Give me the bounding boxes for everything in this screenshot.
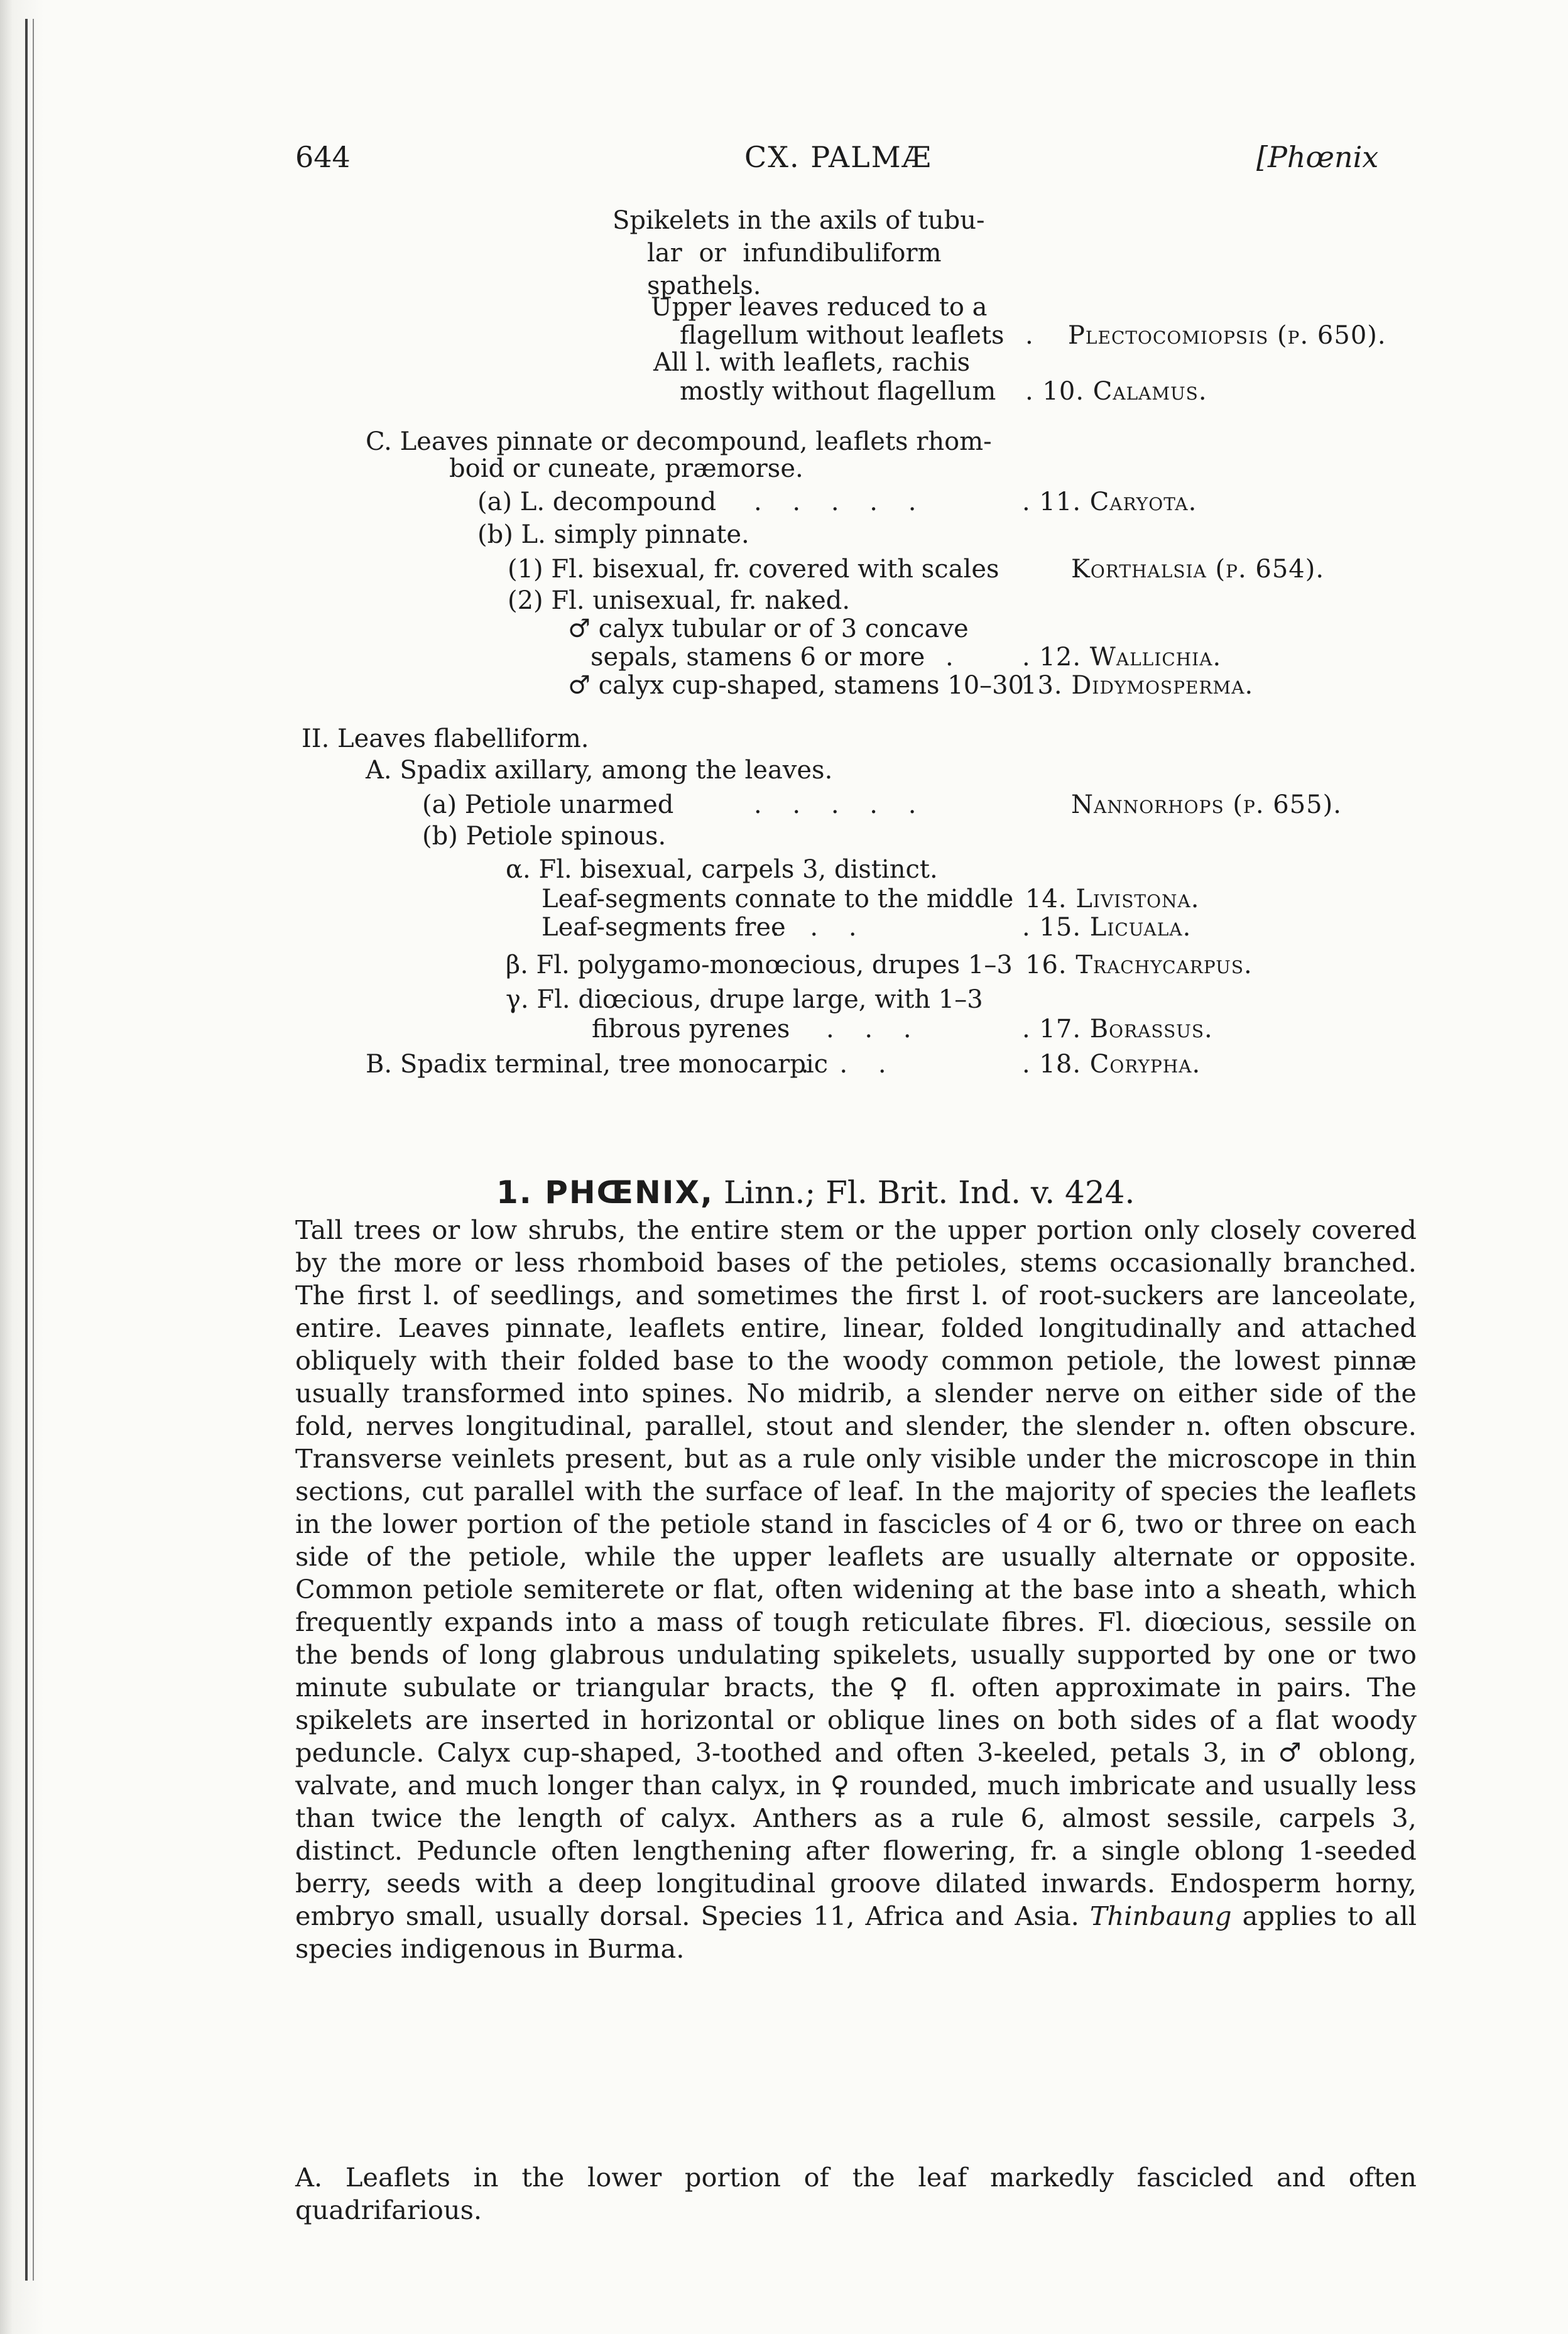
- key-genus: . 11. Caryota.: [1022, 488, 1197, 516]
- genus-heading: [496, 1172, 1135, 1213]
- key-genus: . 18. Corypha.: [1022, 1050, 1201, 1079]
- leader-dots: . . .: [801, 1050, 898, 1079]
- key-line: Upper leaves reduced to a: [651, 293, 988, 322]
- key-line: A. Spadix axillary, among the leaves.: [366, 756, 833, 785]
- key-line: sepals, stamens 6 or more: [591, 643, 925, 672]
- leader-dots: . . .: [826, 1015, 923, 1044]
- key-line: C. Leaves pinnate or decompound, leaflets rhom-: [366, 427, 992, 456]
- key-genus: 13. Didymosperma.: [1021, 671, 1254, 700]
- genus-description: [295, 1214, 1417, 1965]
- key-genus: 16. Trachycarpus.: [1025, 951, 1253, 979]
- page-number: 644: [295, 140, 351, 174]
- key-genus: . 15. Licuala.: [1022, 913, 1192, 942]
- key-line: Leaf-segments connate to the middle: [542, 885, 1014, 913]
- key-line: II. Leaves flabelliform.: [302, 724, 589, 753]
- key-line: (1) Fl. bisexual, fr. covered with scales: [508, 555, 999, 584]
- key-line: fibrous pyrenes: [592, 1015, 790, 1044]
- key-line: spathels.: [647, 271, 761, 300]
- vernacular-name: Thinbaung: [1089, 1900, 1232, 1931]
- key-line: β. Fl. polygamo-monœcious, drupes 1–3: [506, 951, 1013, 979]
- key-line: flagellum without leaflets: [680, 321, 1004, 350]
- key-line: ♂ calyx cup-shaped, stamens 10–30: [568, 671, 1025, 700]
- leader-dots: . . . . .: [754, 790, 928, 819]
- key-line: All l. with leaflets, rachis: [653, 348, 971, 377]
- key-genus: . 12. Wallichia.: [1022, 643, 1222, 672]
- key-genus: . 10. Calamus.: [1025, 377, 1207, 406]
- key-line: boid or cuneate, præmorse.: [449, 454, 803, 483]
- key-line: γ. Fl. diœcious, drupe large, with 1–3: [506, 985, 983, 1014]
- key-line: mostly without flagellum: [680, 377, 996, 406]
- key-line: lar or infundibuliform: [647, 239, 942, 268]
- genus-name: 1. PHŒNIX,: [496, 1174, 714, 1211]
- key-line: (a) L. decompound: [477, 488, 717, 516]
- description-text: Tall trees or low shrubs, the entire stem or the upper portion only closely covered by the more or less rhomboid bases of the petioles, stems occasionally branched. The first l. of seedlings, and sometimes the first l. of root-suckers are lanceolate, entire. Leaves pinnate, leaflets entire, linear, folded longitudinally and attached obliquely with their folded base to the woody common petiole, the lowest pinnæ usually transformed into spines. No midrib, a slender nerve on either side of the fold, nerves longitudinal, parallel, stout and slender, the slender n. often obscure. Transverse veinlets present, but as a rule only visible under the microscope in thin sections, cut parallel with the surface of leaf. In the majority of species the leaflets in the lower portion of the petiole stand in fascicles of 4 or 6, two or three on each side of the petiole, while the upper leaflets are usually alternate or opposite. Common petiole semiterete or flat, often widening at the base into a sheath, which frequently expands into a mass of tough reticulate fibres. Fl. diœcious, sessile on the bends of long glabrous undulating spikelets, usually supported by one or two minute subulate or triangular bracts, the ♀ fl. often approximate in pairs. The spikelets are inserted in horizontal or oblique lines on both sides of a flat woody peduncle. Calyx cup-shaped, 3-toothed and often 3-keeled, petals 3, in ♂ oblong, valvate, and much longer than calyx, in ♀ rounded, much imbricate and usually less than twice the length of calyx. Anthers as a rule 6, almost sessile, carpels 3, distinct. Peduncle often lengthening after flowering, fr. a single oblong 1-seeded berry, seeds with a deep longitudinal groove dilated inwards. Endosperm horny, embryo small, usually dorsal. Species 11, Africa and Asia.: [295, 1214, 1417, 1931]
- leader-dots: .: [1025, 321, 1045, 350]
- key-line: Leaf-segments free: [542, 913, 786, 942]
- key-line: α. Fl. bisexual, carpels 3, distinct.: [506, 855, 938, 884]
- description-text: applies to all species indigenous in Burma.: [295, 1900, 1417, 1964]
- leader-dots: . . . . .: [754, 488, 928, 516]
- key-genus: 14. Livistona.: [1025, 885, 1200, 913]
- running-head: [Phœnix: [1256, 140, 1379, 174]
- chapter-title: CX. PALMÆ: [744, 140, 932, 174]
- key-genus: . 17. Borassus.: [1022, 1015, 1213, 1044]
- key-line: (b) Petiole spinous.: [422, 822, 667, 851]
- key-line: Spikelets in the axils of tubu-: [612, 206, 985, 235]
- leader-dots: .: [945, 643, 965, 672]
- key-line: B. Spadix terminal, tree monocarpic: [366, 1050, 829, 1079]
- key-genus: Plectocomiopsis (p. 650).: [1068, 321, 1386, 350]
- key-subsection: A. Leaflets in the lower portion of the leaf markedly fascicled and often quadrifarious.: [295, 2162, 1417, 2225]
- leader-dots: . . .: [771, 913, 868, 942]
- key-line: (b) L. simply pinnate.: [477, 520, 749, 549]
- key-line: (a) Petiole unarmed: [422, 790, 674, 819]
- genus-citation: Linn.; Fl. Brit. Ind. v. 424.: [723, 1174, 1135, 1211]
- key-genus: Nannorhops (p. 655).: [1071, 790, 1342, 819]
- key-genus: Korthalsia (p. 654).: [1071, 555, 1325, 584]
- key-line: ♂ calyx tubular or of 3 concave: [568, 614, 969, 643]
- key-line: (2) Fl. unisexual, fr. naked.: [508, 586, 851, 615]
